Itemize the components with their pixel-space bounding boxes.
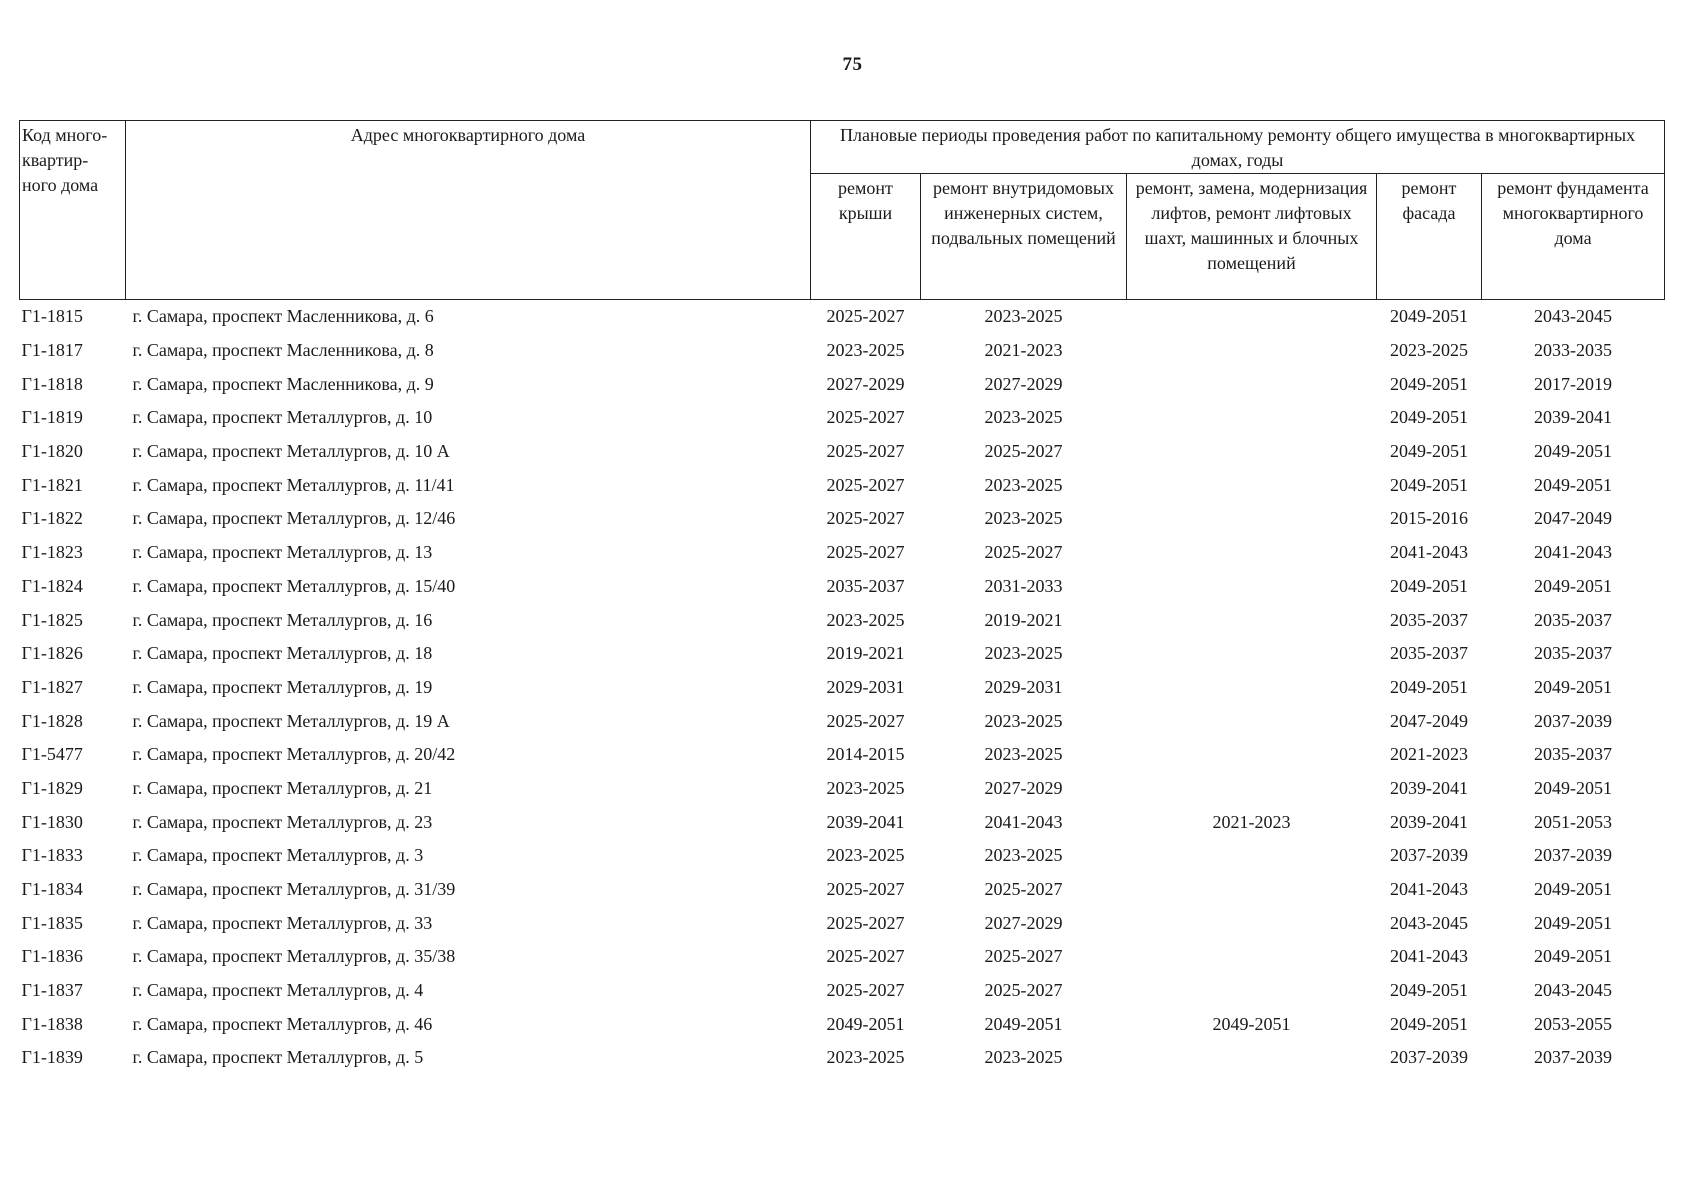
cell-roof: 2049-2051 [826,1013,905,1034]
cell-engineering: 2027-2029 [984,373,1063,394]
cell-roof: 2025-2027 [826,441,905,462]
cell-address: г. Самара, проспект Металлургов, д. 11/41 [132,474,455,495]
cell-address: г. Самара, проспект Металлургов, д. 4 [132,980,424,1001]
cell-foundation: 2033-2035 [1534,340,1613,361]
cell-address: г. Самара, проспект Масленникова, д. 6 [132,306,434,327]
cell-facade: 2039-2041 [1390,811,1468,832]
cell-lift [1127,435,1377,469]
cell-roof: 2025-2027 [826,542,905,563]
cell-engineering: 2031-2033 [984,575,1063,596]
cell-foundation: 2037-2039 [1534,710,1613,731]
page-number: 75 [842,54,863,75]
cell-foundation: 2049-2051 [1534,879,1613,900]
cell-roof: 2023-2025 [826,609,905,630]
cell-code: Г1-1838 [21,1013,83,1034]
cell-code: Г1-1820 [21,441,83,462]
cell-roof: 2029-2031 [826,676,905,697]
cell-engineering: 2027-2029 [984,777,1063,798]
cell-engineering: 2041-2043 [984,811,1063,832]
cell-foundation: 2043-2045 [1534,980,1613,1001]
cell-engineering: 2027-2029 [984,912,1063,933]
cell-facade: 2015-2016 [1390,508,1468,529]
cell-code: Г1-1830 [21,811,83,832]
cell-facade: 2049-2051 [1390,407,1468,428]
cell-facade: 2041-2043 [1390,879,1468,900]
table-row [20,839,1665,873]
cell-roof: 2027-2029 [826,373,905,394]
table-row [20,570,1665,604]
cell-address: г. Самара, проспект Металлургов, д. 19 [132,676,433,697]
cell-lift [1127,570,1377,604]
cell-foundation: 2049-2051 [1534,575,1613,596]
cell-address: г. Самара, проспект Металлургов, д. 10 А [132,441,450,462]
cell-roof: 2035-2037 [826,575,905,596]
cell-facade: 2049-2051 [1390,676,1468,697]
cell-address: г. Самара, проспект Металлургов, д. 13 [132,542,433,563]
header-facade: ремонт фасада [1377,174,1482,300]
cell-roof: 2025-2027 [826,980,905,1001]
cell-code: Г1-1839 [21,1047,83,1068]
cell-facade: 2049-2051 [1390,575,1468,596]
cell-foundation: 2049-2051 [1534,777,1613,798]
cell-facade: 2047-2049 [1390,710,1468,731]
cell-code: Г1-1833 [21,845,83,866]
cell-lift [1127,873,1377,907]
cell-roof: 2025-2027 [826,710,905,731]
cell-engineering: 2023-2025 [984,1047,1063,1068]
cell-foundation: 2047-2049 [1534,508,1613,529]
cell-address: г. Самара, проспект Металлургов, д. 15/40 [132,575,456,596]
table-row [20,704,1665,738]
cell-code: Г1-1837 [21,980,83,1001]
cell-code: Г1-1823 [21,542,83,563]
cell-lift [1127,671,1377,705]
cell-facade: 2049-2051 [1390,441,1468,462]
cell-engineering: 2019-2021 [984,609,1063,630]
cell-code: Г1-5477 [21,744,83,765]
cell-foundation: 2043-2045 [1534,306,1613,327]
cell-engineering: 2023-2025 [984,643,1063,664]
cell-lift [1127,300,1377,334]
repair-schedule-table [19,120,1665,1075]
table-row [20,401,1665,435]
cell-code: Г1-1834 [21,879,83,900]
header-engineering: ремонт внутридомовых инженерных систем, подвальных помещений [921,174,1127,300]
cell-address: г. Самара, проспект Металлургов, д. 35/38 [132,946,456,967]
cell-roof: 2025-2027 [826,879,905,900]
cell-engineering: 2049-2051 [984,1013,1063,1034]
cell-lift [1127,502,1377,536]
cell-code: Г1-1829 [21,777,83,798]
cell-facade: 2037-2039 [1390,1047,1468,1068]
cell-foundation: 2041-2043 [1534,542,1613,563]
cell-lift [1127,603,1377,637]
cell-code: Г1-1827 [21,676,83,697]
cell-engineering: 2023-2025 [984,306,1063,327]
header-periods-group: Плановые периоды проведения работ по капитальному ремонту общего имущества в многоквартирных домах, годы [811,121,1665,174]
cell-engineering: 2023-2025 [984,508,1063,529]
table-row [20,603,1665,637]
cell-engineering: 2025-2027 [984,441,1063,462]
header-roof: ремонт крыши [811,174,921,300]
cell-code: Г1-1826 [21,643,83,664]
table-row [20,502,1665,536]
cell-roof: 2023-2025 [826,1047,905,1068]
table-row [20,1041,1665,1075]
cell-engineering: 2029-2031 [984,676,1063,697]
cell-lift [1127,367,1377,401]
cell-lift [1127,906,1377,940]
cell-code: Г1-1822 [21,508,83,529]
cell-facade: 2039-2041 [1390,777,1468,798]
header-code: Код много-квартир-ного дома [20,121,126,300]
cell-address: г. Самара, проспект Металлургов, д. 18 [132,643,433,664]
cell-lift [1127,1041,1377,1075]
cell-address: г. Самара, проспект Металлургов, д. 5 [132,1047,424,1068]
cell-code: Г1-1828 [21,710,83,731]
cell-address: г. Самара, проспект Металлургов, д. 31/39 [132,879,456,900]
cell-engineering: 2025-2027 [984,542,1063,563]
table-row [20,300,1665,334]
cell-facade: 2035-2037 [1390,643,1468,664]
table-row [20,873,1665,907]
cell-engineering: 2023-2025 [984,845,1063,866]
table-row [20,772,1665,806]
cell-lift [1127,738,1377,772]
cell-foundation: 2049-2051 [1534,474,1613,495]
cell-address: г. Самара, проспект Металлургов, д. 3 [132,845,424,866]
cell-facade: 2021-2023 [1390,744,1468,765]
cell-foundation: 2053-2055 [1534,1013,1613,1034]
cell-address: г. Самара, проспект Металлургов, д. 46 [132,1013,433,1034]
cell-lift [1127,468,1377,502]
cell-address: г. Самара, проспект Металлургов, д. 21 [132,777,433,798]
cell-code: Г1-1815 [21,306,83,327]
table-row [20,671,1665,705]
cell-code: Г1-1818 [21,373,83,394]
table-row [20,536,1665,570]
cell-foundation: 2035-2037 [1534,643,1613,664]
cell-engineering: 2025-2027 [984,879,1063,900]
table-row [20,334,1665,368]
cell-foundation: 2049-2051 [1534,441,1613,462]
cell-engineering: 2023-2025 [984,710,1063,731]
cell-code: Г1-1824 [21,575,83,596]
cell-roof: 2025-2027 [826,508,905,529]
cell-lift [1127,536,1377,570]
cell-address: г. Самара, проспект Масленникова, д. 9 [132,373,434,394]
cell-lift [1127,637,1377,671]
cell-code: Г1-1825 [21,609,83,630]
cell-lift: 2021-2023 [1212,811,1291,832]
cell-lift [1127,704,1377,738]
cell-address: г. Самара, проспект Металлургов, д. 16 [132,609,433,630]
cell-roof: 2023-2025 [826,845,905,866]
cell-address: г. Самара, проспект Металлургов, д. 12/46 [132,508,456,529]
cell-lift: 2049-2051 [1212,1013,1291,1034]
cell-roof: 2025-2027 [826,912,905,933]
cell-roof: 2025-2027 [826,946,905,967]
cell-foundation: 2039-2041 [1534,407,1613,428]
table-body [20,300,1665,1075]
header-foundation: ремонт фундамента многоквартирного дома [1482,174,1665,300]
cell-address: г. Самара, проспект Металлургов, д. 33 [132,912,433,933]
cell-address: г. Самара, проспект Металлургов, д. 20/42 [132,744,456,765]
cell-foundation: 2037-2039 [1534,1047,1613,1068]
cell-lift [1127,772,1377,806]
cell-engineering: 2025-2027 [984,946,1063,967]
cell-facade: 2049-2051 [1390,1013,1468,1034]
cell-foundation: 2017-2019 [1534,373,1613,394]
cell-foundation: 2049-2051 [1534,946,1613,967]
table-row [20,906,1665,940]
cell-lift [1127,940,1377,974]
cell-engineering: 2025-2027 [984,980,1063,1001]
cell-foundation: 2051-2053 [1534,811,1613,832]
cell-facade: 2049-2051 [1390,474,1468,495]
cell-facade: 2041-2043 [1390,946,1468,967]
cell-address: г. Самара, проспект Металлургов, д. 10 [132,407,433,428]
cell-foundation: 2049-2051 [1534,676,1613,697]
header-address: Адрес многоквартирного дома [126,121,811,300]
cell-lift [1127,974,1377,1008]
cell-foundation: 2037-2039 [1534,845,1613,866]
table-row [20,974,1665,1008]
cell-foundation: 2035-2037 [1534,744,1613,765]
table-row [20,738,1665,772]
cell-roof: 2023-2025 [826,777,905,798]
cell-facade: 2049-2051 [1390,306,1468,327]
cell-facade: 2049-2051 [1390,980,1468,1001]
cell-roof: 2025-2027 [826,474,905,495]
cell-code: Г1-1821 [21,474,83,495]
cell-facade: 2035-2037 [1390,609,1468,630]
cell-engineering: 2023-2025 [984,407,1063,428]
cell-roof: 2019-2021 [826,643,905,664]
cell-roof: 2014-2015 [826,744,905,765]
cell-code: Г1-1836 [21,946,83,967]
table-row [20,940,1665,974]
header-lift: ремонт, замена, модернизация лифтов, ремонт лифтовых шахт, машинных и блочных помещений [1127,174,1377,300]
cell-address: г. Самара, проспект Масленникова, д. 8 [132,340,434,361]
table-row [20,637,1665,671]
cell-code: Г1-1819 [21,407,83,428]
cell-foundation: 2035-2037 [1534,609,1613,630]
cell-lift [1127,401,1377,435]
cell-roof: 2023-2025 [826,340,905,361]
cell-foundation: 2049-2051 [1534,912,1613,933]
table-row [20,805,1665,839]
cell-roof: 2025-2027 [826,306,905,327]
table-row [20,468,1665,502]
table-row [20,1007,1665,1041]
cell-facade: 2041-2043 [1390,542,1468,563]
cell-roof: 2039-2041 [826,811,905,832]
cell-facade: 2049-2051 [1390,373,1468,394]
cell-engineering: 2023-2025 [984,474,1063,495]
cell-roof: 2025-2027 [826,407,905,428]
table-row [20,367,1665,401]
cell-address: г. Самара, проспект Металлургов, д. 23 [132,811,433,832]
table-row [20,435,1665,469]
cell-code: Г1-1835 [21,912,83,933]
cell-engineering: 2023-2025 [984,744,1063,765]
cell-facade: 2043-2045 [1390,912,1468,933]
cell-code: Г1-1817 [21,340,83,361]
cell-lift [1127,334,1377,368]
cell-facade: 2023-2025 [1390,340,1468,361]
cell-address: г. Самара, проспект Металлургов, д. 19 А [132,710,450,731]
table-header [20,121,1665,300]
cell-engineering: 2021-2023 [984,340,1063,361]
cell-facade: 2037-2039 [1390,845,1468,866]
cell-lift [1127,839,1377,873]
